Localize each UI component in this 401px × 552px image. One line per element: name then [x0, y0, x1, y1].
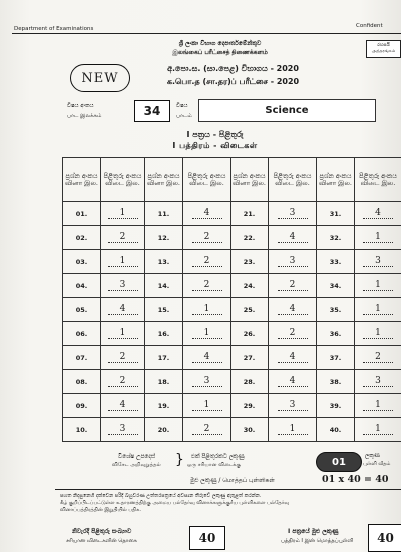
header-question-4: ප්‍රශ්න අංකය வினா இல.: [317, 158, 355, 202]
answer-cell: [269, 370, 317, 394]
instruction-para-si: පහත නිදසුනෙහි දක්වෙන පරිදි බහුවරණ උත්තරපත්‍රයේ අවසාන තීරුවේ ලකුණු ඇතුළත් කරන්න.: [60, 493, 262, 499]
exam-title-tamil: க.பொ.த (சா.தர)ப் பரீட்சை - 2020: [166, 77, 300, 86]
subject-name-label-ta: பாடம்: [176, 113, 192, 119]
department-label: Department of Examinations: [14, 26, 94, 32]
paper-title-tamil: I பத்திரம் - விடைகள்: [172, 141, 258, 150]
answer-cell: [355, 226, 401, 250]
answer-value: 3: [108, 280, 138, 291]
answer-value: 2: [108, 232, 138, 243]
header-question-3: ප්‍රශ්න අංකය வினா இல.: [231, 158, 269, 202]
answer-cell: [355, 370, 401, 394]
special-instruction-si: විශේෂ උපදෙස්: [118, 454, 156, 460]
answer-value: 2: [278, 280, 308, 291]
question-number-cell: 28.: [231, 370, 269, 394]
answer-value: 4: [278, 376, 308, 387]
table-row: [63, 418, 401, 442]
answer-table-body: [63, 202, 401, 442]
correct-answers-label-si: නිවැරදි පිළිතුරු සංඛ්‍යාව: [72, 528, 132, 535]
answer-cell: [183, 298, 231, 322]
answer-value: 4: [278, 352, 308, 363]
question-number-cell: 33.: [317, 250, 355, 274]
mark-label-si: ලකුණ: [365, 453, 380, 459]
answer-cell: [183, 418, 231, 442]
question-number-cell: 11.: [145, 202, 183, 226]
confidential-label: Confident: [356, 23, 383, 29]
answer-value: 3: [192, 376, 222, 387]
answer-value: 1: [192, 400, 222, 411]
answer-cell: [101, 250, 145, 274]
question-number-cell: 26.: [231, 322, 269, 346]
header-answer-2: පිළිතුරු අංකය விடை இல.: [183, 158, 231, 202]
answer-cell: [269, 322, 317, 346]
question-number-cell: 04.: [63, 274, 101, 298]
answer-cell: [101, 346, 145, 370]
answer-cell: [101, 370, 145, 394]
question-number-cell: 19.: [145, 394, 183, 418]
answer-cell: [269, 418, 317, 442]
question-number-cell: 27.: [231, 346, 269, 370]
instruction-para-ta: கீழ் குறிப்பிடப்பட்டுள்ள உதாரணத்திற்கு அமைய பல்தேர்வு வினாக்களுக்குரிய புள்ளிகளை பல்தேர்வு: [60, 500, 290, 506]
special-instruction-ta: விசேட அறிவுறுத்தல்: [112, 462, 161, 468]
question-number-cell: 12.: [145, 226, 183, 250]
answer-cell: [269, 394, 317, 418]
answer-cell: [355, 298, 401, 322]
answer-cell: [101, 298, 145, 322]
question-number-cell: 06.: [63, 322, 101, 346]
answer-cell: [269, 346, 317, 370]
subject-name-box: Science: [198, 99, 376, 122]
answer-value: 3: [278, 400, 308, 411]
answer-cell: [355, 394, 401, 418]
ministry-sinhala: ශ්‍රී ලංකා විභාග දෙපාර්තමේන්තුව: [178, 40, 262, 47]
answer-value: 1: [108, 256, 138, 267]
question-number-cell: 09.: [63, 394, 101, 418]
right-brace-icon: }: [175, 452, 184, 468]
question-number-cell: 37.: [317, 346, 355, 370]
answer-cell: [355, 322, 401, 346]
question-number-cell: 05.: [63, 298, 101, 322]
header-question-1: ප්‍රශ්න අංකය வினா இல.: [63, 158, 101, 202]
question-number-cell: 29.: [231, 394, 269, 418]
table-header-row: [63, 158, 401, 202]
question-number-cell: 07.: [63, 346, 101, 370]
one-answer-label-si: එක් පිළිතුරකට ලකුණු: [191, 454, 245, 460]
question-number-cell: 39.: [317, 394, 355, 418]
table-row: [63, 298, 401, 322]
answer-cell: [355, 418, 401, 442]
table-row: [63, 370, 401, 394]
question-number-cell: 24.: [231, 274, 269, 298]
answer-table: [62, 157, 401, 442]
question-number-cell: 17.: [145, 346, 183, 370]
answer-value: 3: [363, 376, 393, 387]
answer-value: 3: [108, 424, 138, 435]
answer-cell: [183, 370, 231, 394]
answer-value: 2: [363, 352, 393, 363]
question-number-cell: 31.: [317, 202, 355, 226]
question-number-cell: 23.: [231, 250, 269, 274]
answer-cell: [355, 274, 401, 298]
answer-value: 1: [363, 400, 393, 411]
answer-value: 1: [108, 208, 138, 219]
table-row: [63, 250, 401, 274]
answer-cell: [101, 322, 145, 346]
answer-value: 3: [363, 256, 393, 267]
question-number-cell: 18.: [145, 370, 183, 394]
stamp-sinhala: රහසයි: [377, 43, 390, 48]
question-number-cell: 22.: [231, 226, 269, 250]
question-number-cell: 14.: [145, 274, 183, 298]
question-number-cell: 30.: [231, 418, 269, 442]
answer-cell: [101, 274, 145, 298]
answer-value: 2: [192, 424, 222, 435]
answer-cell: [269, 202, 317, 226]
question-number-cell: 03.: [63, 250, 101, 274]
answer-cell: [183, 394, 231, 418]
answer-cell: [355, 202, 401, 226]
answer-cell: [183, 202, 231, 226]
question-number-cell: 32.: [317, 226, 355, 250]
question-number-cell: 15.: [145, 298, 183, 322]
question-number-cell: 16.: [145, 322, 183, 346]
total-marks-value: 01 x 40 = 40: [322, 474, 389, 485]
header-question-2: ප්‍රශ්න අංකය வினா இல.: [145, 158, 183, 202]
answer-value: 1: [363, 328, 393, 339]
question-number-cell: 35.: [317, 298, 355, 322]
answer-value: 4: [278, 232, 308, 243]
ministry-tamil: இலங்கைப் பரீட்சைத் திணைக்களம்: [172, 49, 268, 56]
answer-cell: [269, 226, 317, 250]
question-number-cell: 01.: [63, 202, 101, 226]
answer-value: 1: [363, 280, 393, 291]
answer-cell: [183, 322, 231, 346]
header-answer-1: පිළිතුරු අංකය விடை இல.: [101, 158, 145, 202]
mark-label-ta: புள்ளி வீதம்: [363, 461, 391, 467]
correct-answers-label-ta: சரியான விடைகளின் தொகை: [66, 538, 137, 544]
answer-cell: [269, 250, 317, 274]
paper1-total-box: 40: [368, 524, 401, 552]
answer-cell: [269, 274, 317, 298]
header-rule: [12, 33, 401, 34]
correct-answers-box: 40: [189, 526, 225, 550]
answer-value: 2: [108, 352, 138, 363]
answer-value: 2: [192, 232, 222, 243]
marks-per-answer-pill: 01: [316, 452, 362, 472]
answer-value: 1: [278, 424, 308, 435]
answer-cell: [101, 202, 145, 226]
answer-cell: [355, 346, 401, 370]
new-syllabus-badge: NEW: [70, 64, 130, 92]
exam-title-sinhala: අ.පො.ස. (සා.පෙළ) විභාගය - 2020: [167, 64, 299, 73]
answer-value: 1: [192, 328, 222, 339]
subject-name-label-si: විෂය: [176, 103, 188, 109]
question-number-cell: 36.: [317, 322, 355, 346]
answer-value: 4: [192, 208, 222, 219]
question-number-cell: 38.: [317, 370, 355, 394]
answer-cell: [269, 298, 317, 322]
table-row: [63, 274, 401, 298]
table-row: [63, 322, 401, 346]
question-number-cell: 08.: [63, 370, 101, 394]
paper-title-sinhala: I පත්‍රය - පිළිතුරු: [186, 130, 244, 139]
answer-value: 4: [363, 208, 393, 219]
question-number-cell: 25.: [231, 298, 269, 322]
answer-value: 1: [192, 304, 222, 315]
answer-value: 4: [108, 400, 138, 411]
stamp-tamil: அந்தரங்கம்: [371, 49, 396, 54]
question-number-cell: 02.: [63, 226, 101, 250]
one-answer-label-ta: ஒரு சரியான விடைக்கு: [187, 462, 242, 468]
answer-cell: [183, 250, 231, 274]
answer-value: 4: [192, 352, 222, 363]
question-number-cell: 20.: [145, 418, 183, 442]
answer-value: 1: [108, 328, 138, 339]
answer-value: 3: [278, 208, 308, 219]
answer-value: 2: [278, 328, 308, 339]
answer-value: 2: [192, 280, 222, 291]
answer-cell: [183, 346, 231, 370]
answer-value: 2: [192, 256, 222, 267]
answer-value: 3: [278, 256, 308, 267]
subject-code-label-ta: பாட இலக்கம்: [67, 113, 102, 119]
question-number-cell: 13.: [145, 250, 183, 274]
table-row: [63, 394, 401, 418]
answer-value: 1: [363, 304, 393, 315]
table-row: [63, 346, 401, 370]
paper1-total-label-ta: பத்திரம் I இன் மொத்தப்புள்ளி: [281, 538, 354, 544]
question-number-cell: 34.: [317, 274, 355, 298]
question-number-cell: 21.: [231, 202, 269, 226]
subject-code-label-si: විෂය අංකය: [67, 103, 94, 109]
question-number-cell: 40.: [317, 418, 355, 442]
answer-cell: [101, 418, 145, 442]
answer-cell: [101, 226, 145, 250]
subject-code-box: 34: [134, 100, 170, 122]
paper1-total-label-si: I පත්‍රයේ මුළු ලකුණු: [288, 528, 339, 535]
table-row: [63, 202, 401, 226]
answer-value: 1: [363, 424, 393, 435]
section-rule: [55, 489, 401, 490]
header-answer-4: පිළිතුරු අංකය விடை இல.: [355, 158, 401, 202]
confidential-stamp: [366, 40, 401, 58]
answer-value: 1: [363, 232, 393, 243]
instruction-para-ta-2: வினாப்பத்திரத்தின் இறுதியில் பதிக.: [60, 507, 141, 513]
answer-cell: [183, 274, 231, 298]
header-answer-3: පිළිතුරු අංකය விடை இல.: [269, 158, 317, 202]
answer-cell: [183, 226, 231, 250]
answer-cell: [355, 250, 401, 274]
table-row: [63, 226, 401, 250]
answer-value: 4: [278, 304, 308, 315]
question-number-cell: 10.: [63, 418, 101, 442]
answer-value: 4: [108, 304, 138, 315]
total-marks-label: මුළු ලකුණු / மொத்தப் புள்ளிகள்: [190, 477, 275, 484]
answer-cell: [101, 394, 145, 418]
answer-value: 2: [108, 376, 138, 387]
